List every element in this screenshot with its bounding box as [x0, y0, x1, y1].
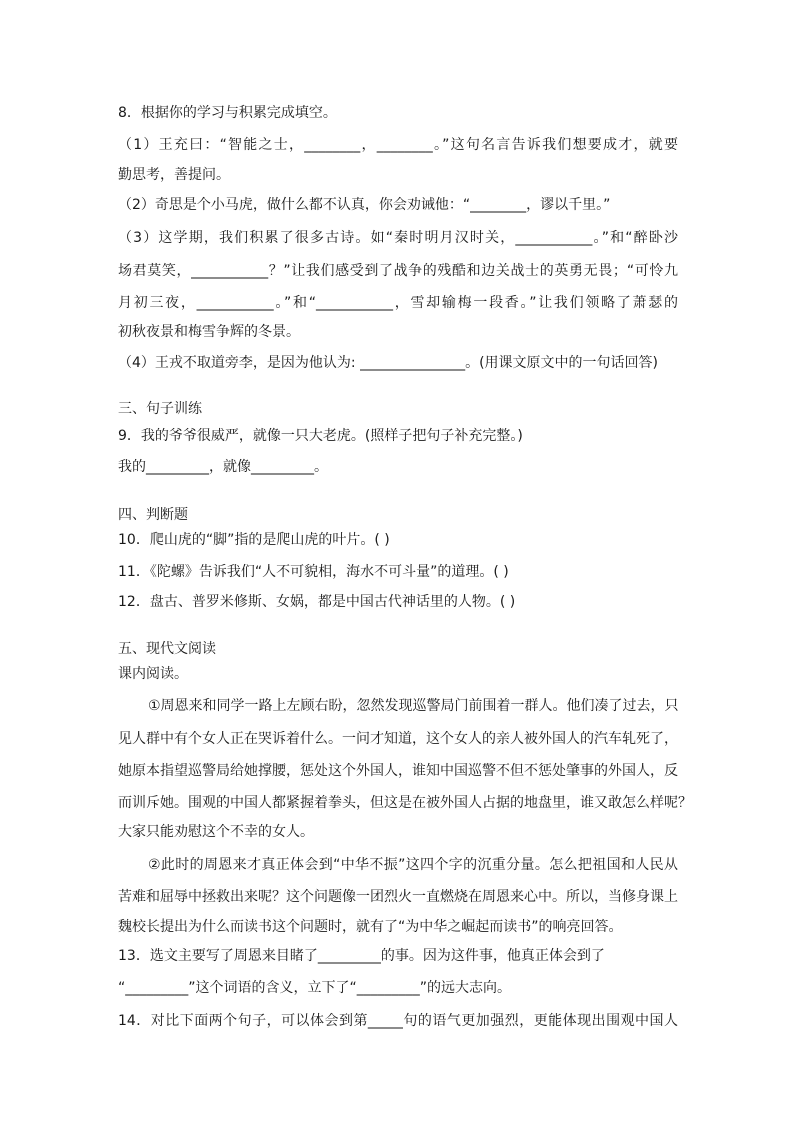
- passage-para2-line3: 魏校长提出为什么而读书这个问题时，就有了“为中华之崛起而读书”的响亮回答。: [118, 919, 623, 935]
- passage-para1-line1: ①周恩来和同学一路上左顾右盼，忽然发现巡警局门前围着一群人。他们凑了过去，只: [148, 698, 679, 714]
- passage-para2-line1: ②此时的周恩来才真正体会到“中华不振”这四个字的沉重分量。怎么把祖国和人民从: [148, 857, 678, 873]
- q9-prompt: 9．我的爷爷很威严，就像一只大老虎。(照样子把句子补充完整。): [118, 428, 523, 444]
- section5-heading: 五、现代文阅读: [118, 641, 216, 657]
- q8-part4: （4）王戎不取道旁李，是因为他认为: _______________。(用课文原文中的一句话回答): [118, 355, 658, 371]
- q12: 12．盘古、普罗米修斯、女娲，都是中国古代神话里的人物。( ): [118, 594, 516, 610]
- q8-part1-line1: （1）王充曰：“智能之士，________，________。”这句名言告诉我们想要成才，就要: [118, 137, 678, 153]
- passage-para1-line3: 她原本指望巡警局给她撑腰，惩处这个外国人，谁知中国巡警不但不惩处肇事的外国人，反: [118, 763, 678, 779]
- q8-part3-line2: 场君莫笑，___________？”让我们感受到了战争的残酷和边关战士的英勇无畏；“可怜九: [118, 263, 678, 279]
- q8-part3-line3: 月初三夜，___________。”和“___________，雪却输梅一段香。”让我们领略了萧瑟的: [118, 295, 678, 311]
- passage-para1-line2: 见人群中有个女人正在哭诉着什么。一问才知道，这个女人的亲人被外国人的汽车轧死了，: [118, 731, 678, 747]
- q13-line1: 13．选文主要写了周恩来目睹了_________的事。因为这件事，他真正体会到了: [118, 948, 605, 964]
- q11: 11．《陀螺》告诉我们“人不可貌相，海水不可斗量”的道理。( ): [118, 564, 509, 580]
- q8-part2: （2）奇思是个小马虎，做什么都不认真，你会劝诫他：“________，谬以千里。”: [118, 197, 611, 213]
- q8-part1-line2: 勤思考，善提问。: [118, 167, 230, 183]
- q8-part3-line1: （3）这学期，我们积累了很多古诗。如“秦时明月汉时关，___________。”和“醉卧沙: [118, 230, 678, 246]
- q10: 10．爬山虎的“脚”指的是爬山虎的叶片。( ): [118, 532, 390, 548]
- q13-line2: “_________”这个词语的含义，立下了“_________”的远大志向。: [118, 980, 512, 996]
- q9-answer-line: 我的_________，就像_________。: [118, 459, 328, 475]
- q14: 14．对比下面两个句子，可以体会到第_____句的语气更加强烈，更能体现出围观中国人: [118, 1013, 678, 1029]
- section4-heading: 四、判断题: [118, 507, 188, 523]
- section3-heading: 三、句子训练: [118, 401, 202, 417]
- q8-title: 8．根据你的学习与积累完成填空。: [118, 105, 337, 121]
- passage-para2-line2: 苦难和屈辱中拯救出来呢？这个问题像一团烈火一直燃烧在周恩来心中。所以，当修身课上: [118, 889, 678, 905]
- passage-para1-line5: 大家只能劝慰这个不幸的女人。: [118, 824, 314, 840]
- q8-part3-line4: 初秋夜景和梅雪争辉的冬景。: [118, 324, 300, 340]
- passage-para1-line4: 而训斥她。围观的中国人都紧握着拳头，但这是在被外国人占据的地盘里，谁又敢怎么样呢？: [118, 795, 692, 811]
- section5-subheading: 课内阅读。: [118, 666, 188, 682]
